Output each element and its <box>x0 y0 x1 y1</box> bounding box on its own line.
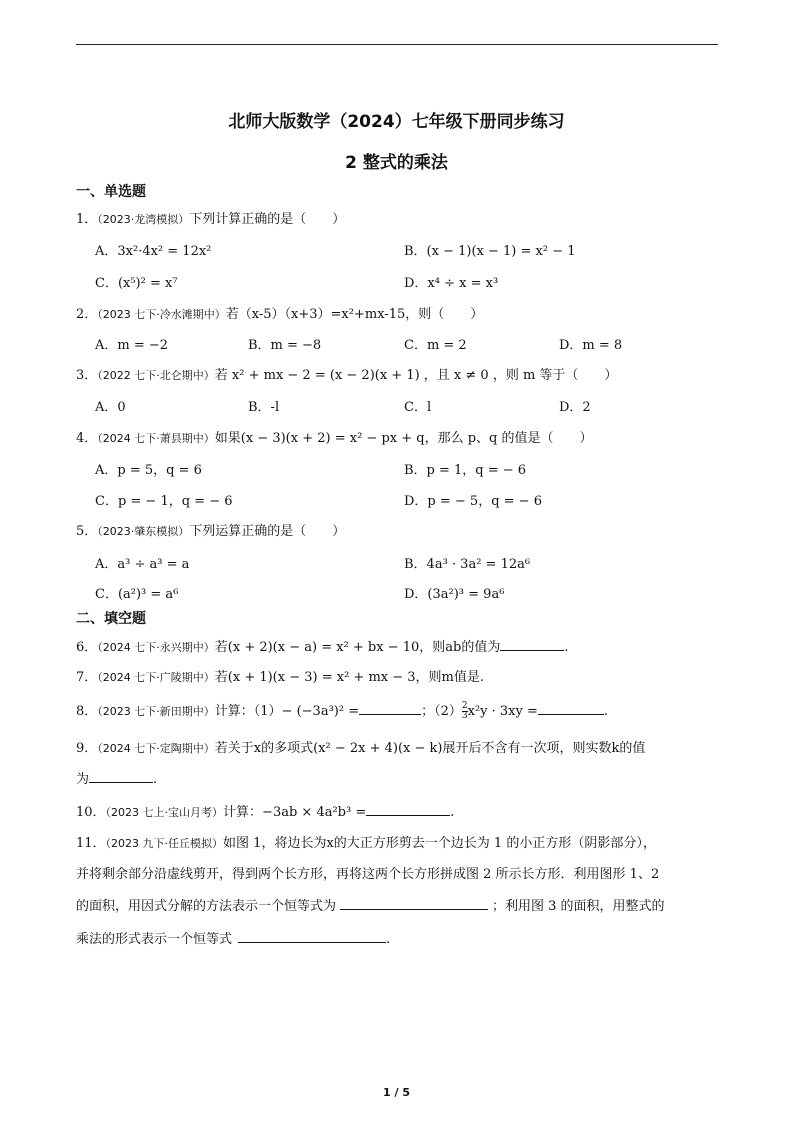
q3-option-b[interactable]: B．-l <box>248 400 280 415</box>
section-heading-fill-in: 二、填空题 <box>76 611 146 627</box>
question-3: 3．（2022 七下·北仑期中）若 x² + mx − 2 = (x − 2)(x + 1) ，且 x ≠ 0 ，则 m 等于（ ） <box>76 368 618 383</box>
question-11-line-2: 并将剩余部分沿虚线剪开，得到两个长方形，再将这两个长方形拼成图 2 所示长方形．利用图形 1、2 <box>76 867 660 882</box>
q5-option-c[interactable]: C．(a²)³ = a⁶ <box>95 587 179 602</box>
q5-option-a[interactable]: A．a³ ÷ a³ = a <box>95 557 190 572</box>
q2-option-a[interactable]: A．m = −2 <box>95 338 169 353</box>
q5-option-d[interactable]: D．(3a²)³ = 9a⁶ <box>404 587 505 602</box>
question-11: 11．（2023 九下·任丘模拟）如图 1，将边长为x的大正方形剪去一个边长为 1 的小正方形（阴影部分）， <box>76 836 656 851</box>
q2-option-c[interactable]: C．m = 2 <box>404 338 467 353</box>
q3-option-d[interactable]: D．2 <box>559 400 591 415</box>
answer-blank[interactable] <box>359 702 421 715</box>
answer-blank[interactable] <box>538 702 604 715</box>
question-10: 10．（2023 七上·宝山月考）计算：−3ab × 4a²b³ = . <box>76 805 455 820</box>
question-7: 7．（2024 七下·广陵期中）若(x + 1)(x − 3) = x² + mx − 3，则m值是. <box>76 670 484 685</box>
question-5: 5．（2023·肇东模拟）下列运算正确的是（ ） <box>76 524 346 539</box>
q1-option-c[interactable]: C．(x⁵)² = x⁷ <box>95 276 178 291</box>
question-11-line-3: 的面积，用因式分解的方法表示一个恒等式为 ；利用图 3 的面积，用整式的 <box>76 899 665 914</box>
q3-option-c[interactable]: C．l <box>404 400 432 415</box>
section-heading-single-choice: 一、单选题 <box>76 184 146 200</box>
question-11-line-4: 乘法的形式表示一个恒等式 . <box>76 932 391 947</box>
answer-blank[interactable] <box>500 638 564 651</box>
answer-blank[interactable] <box>89 770 153 783</box>
answer-blank[interactable] <box>366 803 450 816</box>
q2-option-b[interactable]: B．m = −8 <box>248 338 322 353</box>
question-6: 6．（2024 七下·永兴期中）若(x + 2)(x − a) = x² + bx − 10，则ab的值为 . <box>76 640 569 655</box>
question-8: 8．（2023 七下·新田期中）计算：（1）− (−3a³)² = ；（2） $\frac{2}{3}$ x²y · 3xy = . <box>76 701 609 721</box>
document-title: 北师大版数学（2024）七年级下册同步练习 <box>228 112 565 132</box>
q2-option-d[interactable]: D．m = 8 <box>559 338 623 353</box>
question-4: 4．（2024 七下·萧县期中）如果(x − 3)(x + 2) = x² − px + q，那么 p、q 的值是（ ） <box>76 431 593 446</box>
q1-option-a[interactable]: A．3x²·4x² = 12x² <box>95 244 212 259</box>
header-rule <box>76 44 718 45</box>
question-2: 2．（2023 七下·冷水滩期中）若（x-5）（x+3）=x²+mx-15，则（ ） <box>76 307 484 322</box>
q4-option-c[interactable]: C．p = − 1，q = − 6 <box>95 494 233 509</box>
answer-blank[interactable] <box>238 930 386 943</box>
question-9: 9．（2024 七下·定陶期中）若关于x的多项式(x² − 2x + 4)(x − k)展开后不含有一次项，则实数k的值 <box>76 741 646 756</box>
q4-option-b[interactable]: B．p = 1，q = − 6 <box>404 463 527 478</box>
q3-option-a[interactable]: A．0 <box>95 400 126 415</box>
q1-option-b[interactable]: B．(x − 1)(x − 1) = x² − 1 <box>404 244 576 259</box>
fraction-two-thirds: $\frac{2}{3}$ <box>461 701 468 721</box>
answer-blank[interactable] <box>340 897 488 910</box>
question-9-continued: 为 . <box>76 772 158 787</box>
q4-option-d[interactable]: D．p = − 5，q = − 6 <box>404 494 542 509</box>
page-number: 1 / 5 <box>383 1086 410 1099</box>
q5-option-b[interactable]: B．4a³ · 3a² = 12a⁶ <box>404 557 531 572</box>
q1-option-d[interactable]: D．x⁴ ÷ x = x³ <box>404 276 499 291</box>
q4-option-a[interactable]: A．p = 5，q = 6 <box>95 463 202 478</box>
document-subtitle: 2 整式的乘法 <box>345 153 448 173</box>
question-1: 1．（2023·龙湾模拟）下列计算正确的是（ ） <box>76 212 346 227</box>
